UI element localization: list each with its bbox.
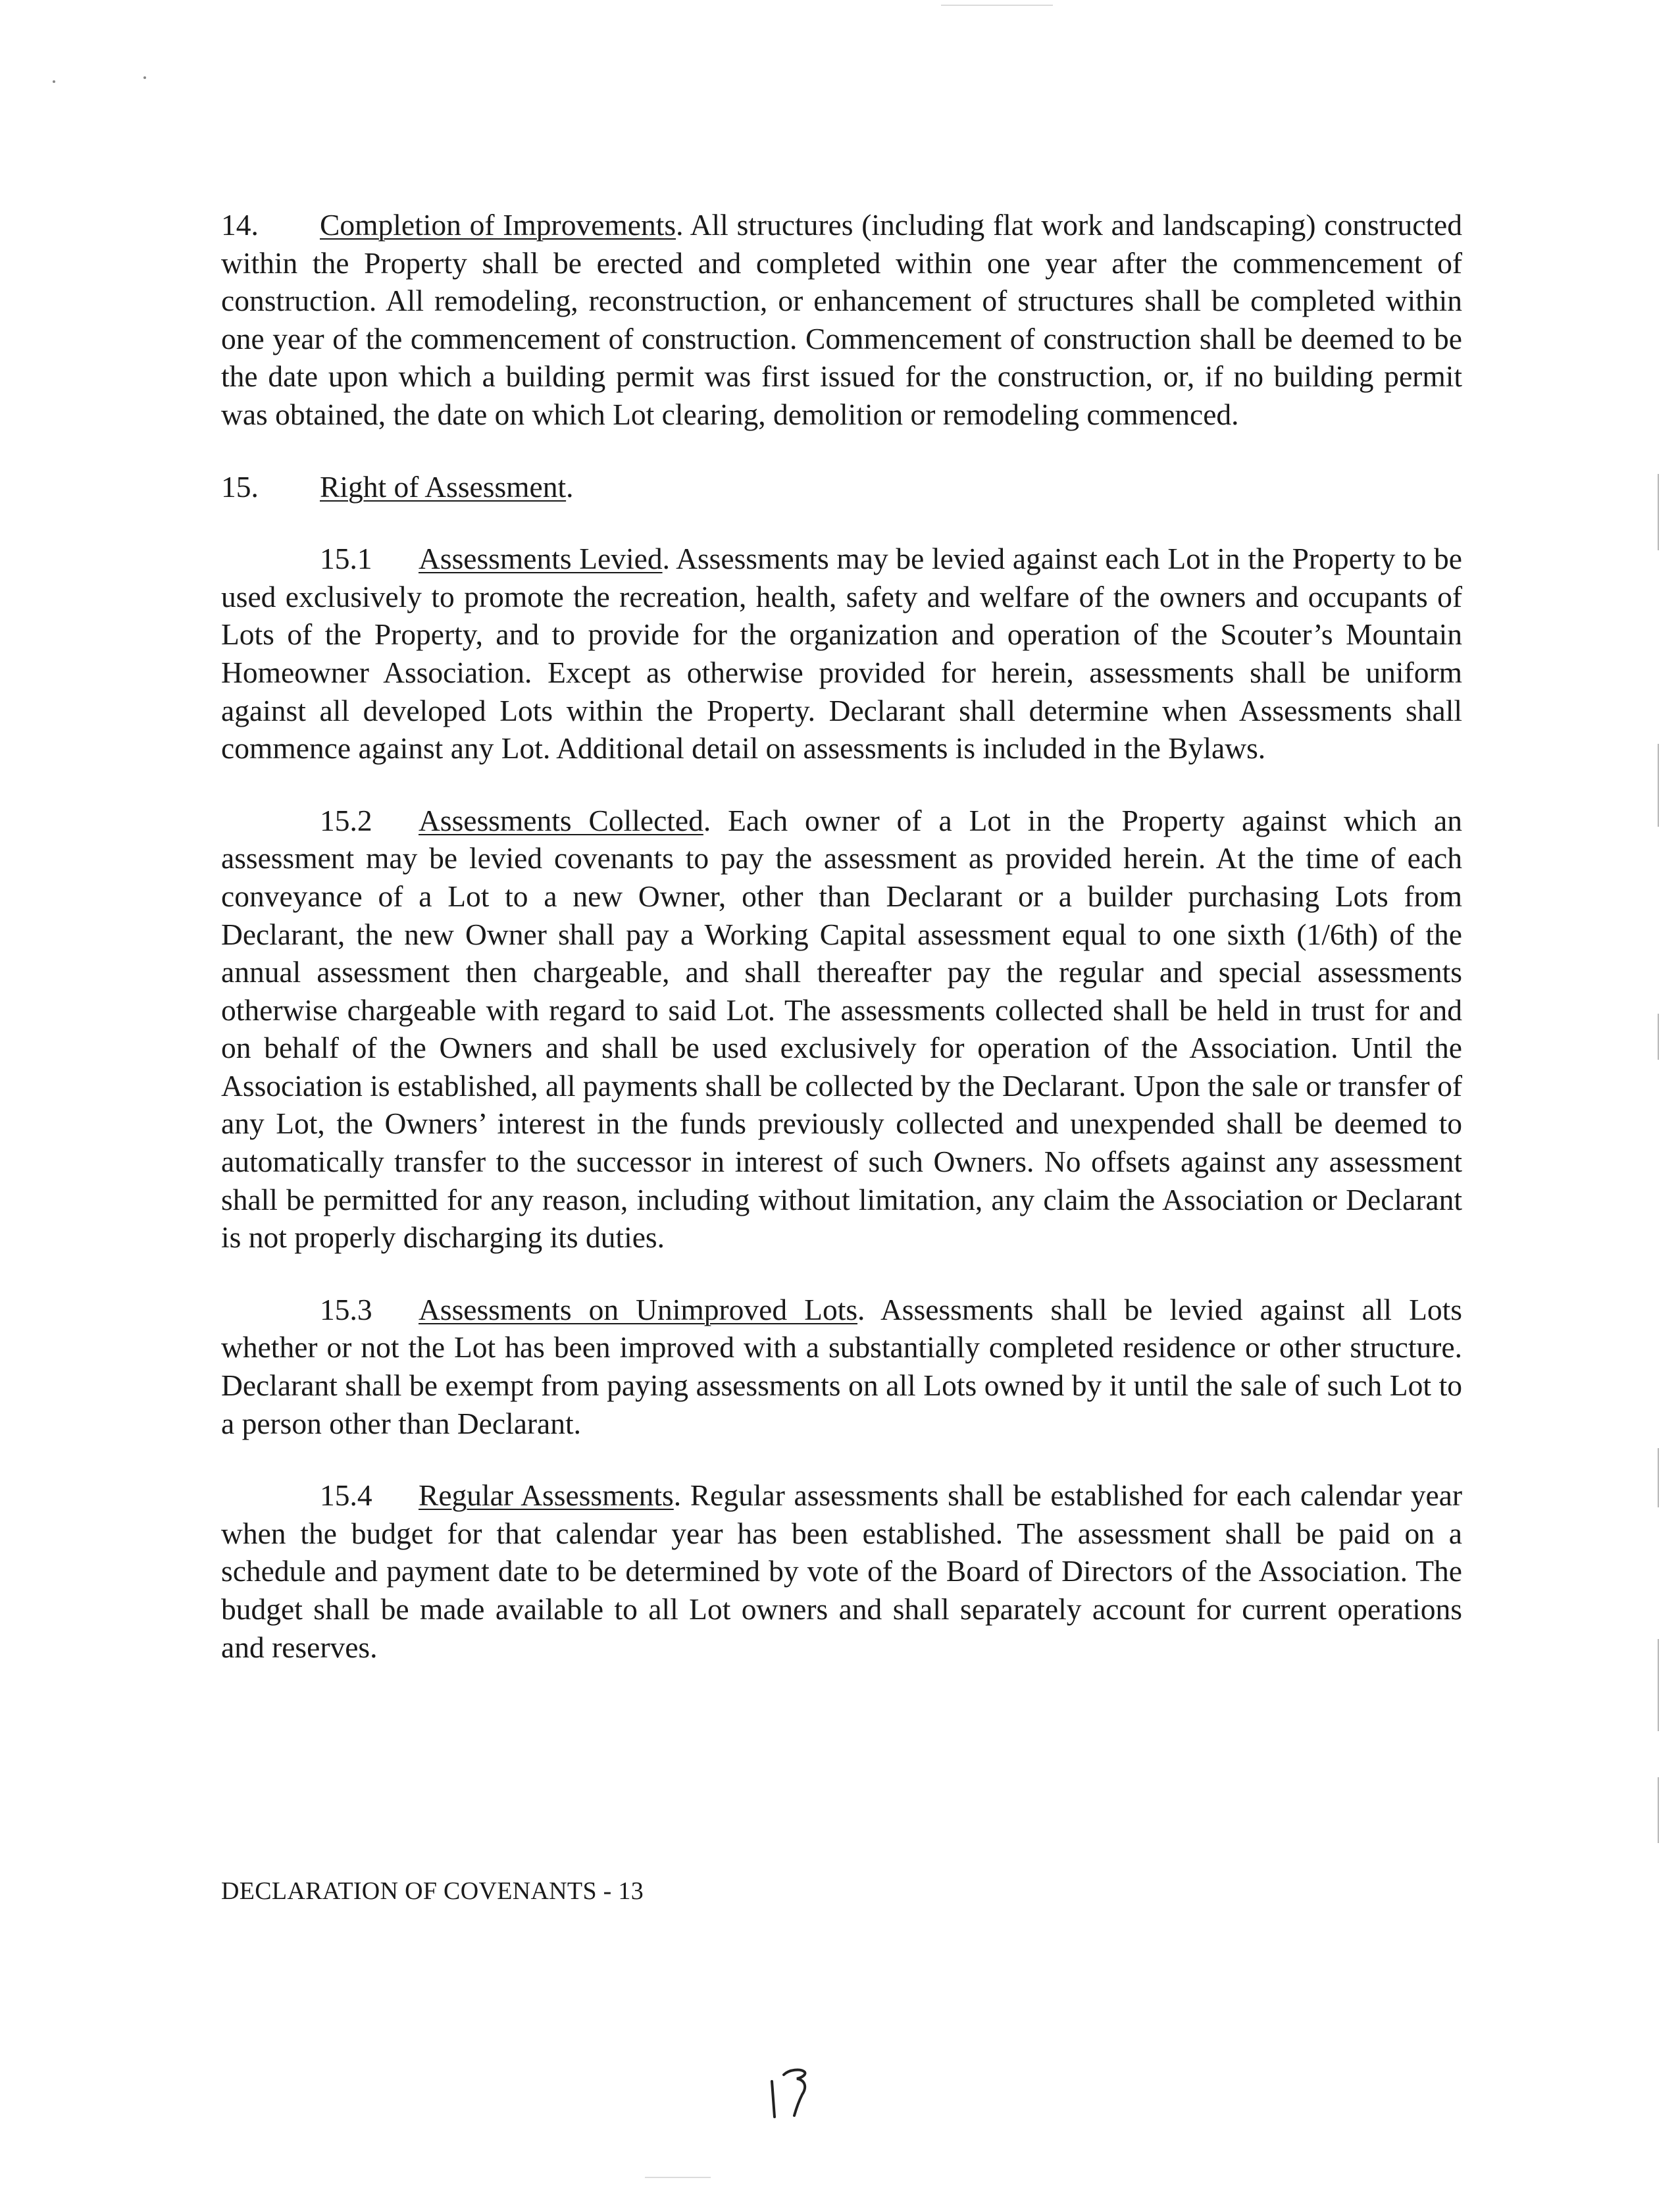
section-15-title-suffix: . [566, 469, 574, 504]
subsection-15-4-number: 15.4 [320, 1478, 372, 1513]
subsection-15-4-title: Regular Assessments [419, 1478, 674, 1513]
section-14 [221, 206, 1462, 434]
subsection-15-2 [221, 802, 1462, 1257]
section-14-title: Completion of Improvements [320, 208, 676, 242]
subsection-15-3-title: Assessments on Unimproved Lots [419, 1292, 858, 1326]
section-14-number: 14. [221, 208, 259, 242]
subsection-15-4-body: . Regular assessments shall be established for each calendar year when the budget for that calendar year has been established. The assessment shall be paid on a schedule and payment date to be determined by vote of the Board of Directors of the Association. The budget shall be made available to all Lot owners and shall separately account for current operations and reserves. [221, 1478, 1462, 1664]
subsection-15-3-body: . Assessments shall be levied against all Lots whether or not the Lot has been improved with a substantially completed residence or other structure. Declarant shall be exempt from paying assessments on all Lots owned by it until the sale of such Lot to a person other than Declarant. [221, 1292, 1462, 1440]
subsection-15-1 [221, 540, 1462, 768]
subsection-15-1-number: 15.1 [320, 542, 372, 576]
subsection-15-2-number: 15.2 [320, 803, 372, 837]
page-footer: DECLARATION OF COVENANTS - 13 [221, 1877, 644, 1905]
subsection-15-2-title: Assessments Collected [419, 803, 703, 837]
subsection-15-1-title: Assessments Levied [419, 542, 663, 576]
subsection-15-1-body: . Assessments may be levied against each Lot in the Property to be used exclusively to promote the recreation, health, safety and welfare of the owners and occupants of Lots of the Property, and to provide for the organization and operation of the Scouter’s Mountain Homeowner Association. Except as otherwise provided for herein, assessments shall be uniform against all developed Lots within the Property. Declarant shall determine when Assessments shall commence against any Lot. Additional detail on assessments is included in the Bylaws. [221, 542, 1463, 766]
subsection-15-3-number: 15.3 [320, 1292, 372, 1326]
section-14-body: . All structures (including flat work and landscaping) constructed within the Property shall be erected and completed within one year after the commencement of construction. All remodeling, reconstruction, or enhancement of structures shall be completed within one year of the commencement of construction. Commencement of construction shall be deemed to be the date upon which a building permit was first issued for the construction, or, if no building permit was obtained, the date on which Lot clearing, demolition or remodeling commenced. [221, 208, 1462, 431]
section-15-title: Right of Assessment [320, 469, 567, 504]
document-body [221, 206, 1462, 1700]
subsection-15-3 [221, 1291, 1462, 1442]
subsection-15-2-body: . Each owner of a Lot in the Property against which an assessment may be levied covenants to pay the assessment as provided herein. At the time of each conveyance of a Lot to a new Owner, other than Declarant or a builder purchasing Lots from Declarant, the new Owner shall pay a Working Capital assessment equal to one sixth (1/6th) of the annual assessment then chargeable, and shall thereafter pay the regular and special assessments otherwise chargeable with regard to said Lot. The assessments collected shall be held in trust for and on behalf of the Owners and shall be used exclusively for operation of the Association. Until the Association is established, all payments shall be collected by the Declarant. Upon the sale or transfer of any Lot, the Owners’ interest in the funds previously collected and unexpended shall be deemed to automatically transfer to the successor in interest of such Owners. No offsets against any assessment shall be permitted for any reason, including without limitation, any claim the Association or Declarant is not properly discharging its duties. [221, 803, 1462, 1255]
subsection-15-4 [221, 1476, 1462, 1666]
section-15-heading [221, 468, 1462, 506]
section-15-number: 15. [221, 469, 259, 504]
handwritten-page-number [767, 2060, 813, 2120]
